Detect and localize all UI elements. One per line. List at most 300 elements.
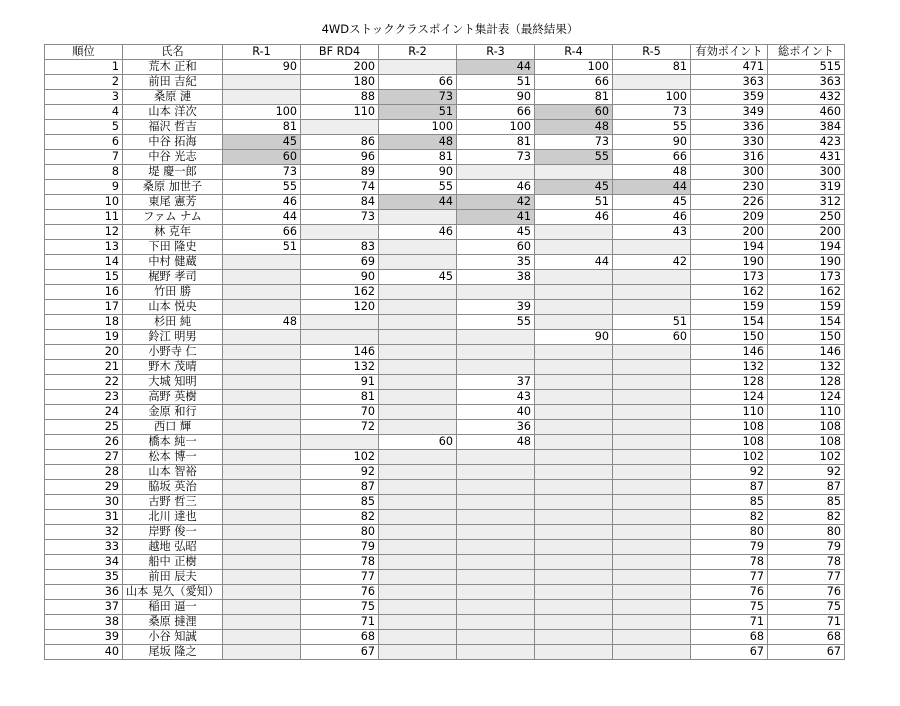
points-cell-r3 xyxy=(457,480,535,495)
points-cell-r2 xyxy=(379,645,457,660)
points-cell-r5 xyxy=(613,375,691,390)
driver-name-cell: ファム ナム xyxy=(123,210,223,225)
total-points-cell: 128 xyxy=(768,375,845,390)
points-cell-bf-rd4: 77 xyxy=(301,570,379,585)
table-row xyxy=(45,90,845,105)
driver-name-cell: 杉田 純 xyxy=(123,315,223,330)
points-cell-r3: 38 xyxy=(457,270,535,285)
points-cell-r4: 90 xyxy=(535,330,613,345)
points-cell-r3 xyxy=(457,345,535,360)
points-cell-r3: 60 xyxy=(457,240,535,255)
points-cell-bf-rd4: 110 xyxy=(301,105,379,120)
points-cell-r4 xyxy=(535,435,613,450)
table-row xyxy=(45,450,845,465)
points-cell-r4 xyxy=(535,465,613,480)
rank-cell: 29 xyxy=(45,480,123,495)
total-points-cell: 423 xyxy=(768,135,845,150)
points-cell-r3 xyxy=(457,330,535,345)
rank-cell: 13 xyxy=(45,240,123,255)
total-points-cell: 92 xyxy=(768,465,845,480)
points-cell-r2: 51 xyxy=(379,105,457,120)
points-cell-r4 xyxy=(535,495,613,510)
points-cell-bf-rd4: 86 xyxy=(301,135,379,150)
total-points-cell: 363 xyxy=(768,75,845,90)
points-cell-r4: 73 xyxy=(535,135,613,150)
points-cell-r4 xyxy=(535,570,613,585)
effective-points-cell: 82 xyxy=(691,510,768,525)
driver-name-cell: 西口 輝 xyxy=(123,420,223,435)
table-row xyxy=(45,180,845,195)
header-row xyxy=(45,45,845,60)
rank-cell: 27 xyxy=(45,450,123,465)
points-cell-r1: 45 xyxy=(223,135,301,150)
points-cell-r1: 90 xyxy=(223,60,301,75)
points-cell-r2 xyxy=(379,450,457,465)
table-row xyxy=(45,360,845,375)
driver-name-cell: 堤 慶一郎 xyxy=(123,165,223,180)
points-cell-r4 xyxy=(535,390,613,405)
total-points-cell: 173 xyxy=(768,270,845,285)
rank-cell: 6 xyxy=(45,135,123,150)
driver-name-cell: 林 克年 xyxy=(123,225,223,240)
total-points-cell: 431 xyxy=(768,150,845,165)
points-cell-r3: 73 xyxy=(457,150,535,165)
points-cell-r5 xyxy=(613,615,691,630)
effective-points-cell: 190 xyxy=(691,255,768,270)
total-points-cell: 194 xyxy=(768,240,845,255)
total-points-cell: 159 xyxy=(768,300,845,315)
driver-name-cell: 高野 英樹 xyxy=(123,390,223,405)
rank-cell: 28 xyxy=(45,465,123,480)
table-row xyxy=(45,555,845,570)
points-cell-r5 xyxy=(613,435,691,450)
points-cell-r4: 55 xyxy=(535,150,613,165)
points-cell-r5 xyxy=(613,510,691,525)
table-row xyxy=(45,330,845,345)
points-cell-r2 xyxy=(379,480,457,495)
points-cell-bf-rd4: 71 xyxy=(301,615,379,630)
effective-points-cell: 146 xyxy=(691,345,768,360)
rank-cell: 26 xyxy=(45,435,123,450)
points-cell-bf-rd4: 70 xyxy=(301,405,379,420)
points-cell-r4 xyxy=(535,225,613,240)
points-cell-r4: 51 xyxy=(535,195,613,210)
rank-cell: 39 xyxy=(45,630,123,645)
driver-name-cell: 東尾 憲芳 xyxy=(123,195,223,210)
effective-points-cell: 77 xyxy=(691,570,768,585)
total-points-cell: 71 xyxy=(768,615,845,630)
driver-name-cell: 岸野 俊一 xyxy=(123,525,223,540)
points-cell-r3: 48 xyxy=(457,435,535,450)
table-row xyxy=(45,135,845,150)
points-cell-bf-rd4: 91 xyxy=(301,375,379,390)
rank-cell: 3 xyxy=(45,90,123,105)
points-cell-r2 xyxy=(379,300,457,315)
table-row xyxy=(45,165,845,180)
total-points-cell: 82 xyxy=(768,510,845,525)
points-cell-bf-rd4: 132 xyxy=(301,360,379,375)
table-row xyxy=(45,120,845,135)
points-cell-r3: 44 xyxy=(457,60,535,75)
points-cell-r2 xyxy=(379,495,457,510)
points-cell-r5 xyxy=(613,585,691,600)
points-cell-r2 xyxy=(379,210,457,225)
points-cell-r3 xyxy=(457,570,535,585)
points-cell-r4 xyxy=(535,360,613,375)
points-cell-bf-rd4: 85 xyxy=(301,495,379,510)
driver-name-cell: 脇坂 英治 xyxy=(123,480,223,495)
header-r4: R-4 xyxy=(535,45,613,60)
points-cell-r1 xyxy=(223,540,301,555)
points-cell-bf-rd4: 82 xyxy=(301,510,379,525)
points-cell-r1 xyxy=(223,270,301,285)
points-cell-r4 xyxy=(535,540,613,555)
effective-points-cell: 85 xyxy=(691,495,768,510)
rank-cell: 20 xyxy=(45,345,123,360)
points-cell-bf-rd4: 80 xyxy=(301,525,379,540)
effective-points-cell: 132 xyxy=(691,360,768,375)
total-points-cell: 312 xyxy=(768,195,845,210)
points-cell-bf-rd4: 83 xyxy=(301,240,379,255)
points-cell-r2 xyxy=(379,330,457,345)
points-cell-r5: 66 xyxy=(613,150,691,165)
table-row xyxy=(45,435,845,450)
driver-name-cell: 稲田 逼一 xyxy=(123,600,223,615)
driver-name-cell: 橋本 純一 xyxy=(123,435,223,450)
points-cell-r2 xyxy=(379,570,457,585)
driver-name-cell: 竹田 勝 xyxy=(123,285,223,300)
total-points-cell: 124 xyxy=(768,390,845,405)
rank-cell: 11 xyxy=(45,210,123,225)
table-row xyxy=(45,315,845,330)
table-row xyxy=(45,345,845,360)
total-points-cell: 108 xyxy=(768,435,845,450)
total-points-cell: 85 xyxy=(768,495,845,510)
total-points-cell: 76 xyxy=(768,585,845,600)
points-cell-r4 xyxy=(535,585,613,600)
driver-name-cell: 前田 吉紀 xyxy=(123,75,223,90)
points-cell-r1: 48 xyxy=(223,315,301,330)
total-points-cell: 110 xyxy=(768,405,845,420)
points-cell-r5: 100 xyxy=(613,90,691,105)
driver-name-cell: 北川 達也 xyxy=(123,510,223,525)
points-cell-r3 xyxy=(457,165,535,180)
effective-points-cell: 78 xyxy=(691,555,768,570)
points-cell-r5 xyxy=(613,390,691,405)
points-cell-r5 xyxy=(613,630,691,645)
points-cell-r5 xyxy=(613,540,691,555)
points-cell-r3 xyxy=(457,510,535,525)
points-cell-r3: 37 xyxy=(457,375,535,390)
points-cell-r5 xyxy=(613,495,691,510)
points-cell-bf-rd4: 84 xyxy=(301,195,379,210)
points-cell-r1 xyxy=(223,600,301,615)
points-cell-bf-rd4: 102 xyxy=(301,450,379,465)
points-cell-r1 xyxy=(223,570,301,585)
points-cell-r4 xyxy=(535,420,613,435)
points-cell-r1 xyxy=(223,630,301,645)
effective-points-cell: 154 xyxy=(691,315,768,330)
points-cell-r4 xyxy=(535,285,613,300)
points-cell-r1 xyxy=(223,360,301,375)
effective-points-cell: 108 xyxy=(691,420,768,435)
points-cell-bf-rd4: 72 xyxy=(301,420,379,435)
points-cell-r5: 81 xyxy=(613,60,691,75)
points-cell-r3 xyxy=(457,585,535,600)
total-points-cell: 78 xyxy=(768,555,845,570)
effective-points-cell: 209 xyxy=(691,210,768,225)
points-cell-r3: 42 xyxy=(457,195,535,210)
points-cell-r1: 66 xyxy=(223,225,301,240)
points-cell-r3: 46 xyxy=(457,180,535,195)
points-cell-r3 xyxy=(457,450,535,465)
points-cell-r2: 81 xyxy=(379,150,457,165)
points-cell-bf-rd4: 162 xyxy=(301,285,379,300)
rank-cell: 40 xyxy=(45,645,123,660)
table-row xyxy=(45,585,845,600)
table-row xyxy=(45,600,845,615)
table-row xyxy=(45,495,845,510)
points-cell-bf-rd4: 120 xyxy=(301,300,379,315)
header-name: 氏名 xyxy=(123,45,223,60)
total-points-cell: 75 xyxy=(768,600,845,615)
points-cell-r4 xyxy=(535,240,613,255)
table-row xyxy=(45,645,845,660)
points-cell-r4 xyxy=(535,345,613,360)
rank-cell: 18 xyxy=(45,315,123,330)
points-cell-r1 xyxy=(223,405,301,420)
points-cell-r5 xyxy=(613,345,691,360)
table-row xyxy=(45,270,845,285)
points-cell-r3 xyxy=(457,540,535,555)
points-cell-r1: 81 xyxy=(223,120,301,135)
driver-name-cell: 松本 博一 xyxy=(123,450,223,465)
points-cell-r5: 60 xyxy=(613,330,691,345)
points-cell-r2 xyxy=(379,540,457,555)
points-cell-r5 xyxy=(613,480,691,495)
rank-cell: 14 xyxy=(45,255,123,270)
effective-points-cell: 80 xyxy=(691,525,768,540)
points-cell-r4 xyxy=(535,480,613,495)
points-cell-r5 xyxy=(613,525,691,540)
points-cell-r2: 44 xyxy=(379,195,457,210)
points-cell-r1 xyxy=(223,435,301,450)
points-cell-r2: 90 xyxy=(379,165,457,180)
rank-cell: 36 xyxy=(45,585,123,600)
points-cell-bf-rd4 xyxy=(301,435,379,450)
points-cell-r4: 81 xyxy=(535,90,613,105)
points-cell-bf-rd4: 96 xyxy=(301,150,379,165)
table-row xyxy=(45,540,845,555)
effective-points-cell: 471 xyxy=(691,60,768,75)
driver-name-cell: 福沢 哲吉 xyxy=(123,120,223,135)
table-row xyxy=(45,525,845,540)
effective-points-cell: 173 xyxy=(691,270,768,285)
points-cell-r5: 46 xyxy=(613,210,691,225)
driver-name-cell: 山本 晃久（愛知） xyxy=(123,585,223,600)
points-cell-r3 xyxy=(457,645,535,660)
points-cell-bf-rd4: 200 xyxy=(301,60,379,75)
table-row xyxy=(45,300,845,315)
points-cell-r2 xyxy=(379,555,457,570)
points-cell-r5 xyxy=(613,600,691,615)
total-points-cell: 146 xyxy=(768,345,845,360)
header-bf-rd4: BF RD4 xyxy=(301,45,379,60)
rank-cell: 17 xyxy=(45,300,123,315)
effective-points-cell: 194 xyxy=(691,240,768,255)
points-cell-r5: 73 xyxy=(613,105,691,120)
total-points-cell: 250 xyxy=(768,210,845,225)
points-cell-r4 xyxy=(535,510,613,525)
driver-name-cell: 野木 茂晴 xyxy=(123,360,223,375)
points-cell-r2: 45 xyxy=(379,270,457,285)
points-cell-r1 xyxy=(223,300,301,315)
total-points-cell: 460 xyxy=(768,105,845,120)
points-cell-r3 xyxy=(457,555,535,570)
points-cell-r1 xyxy=(223,555,301,570)
points-cell-r3: 41 xyxy=(457,210,535,225)
points-cell-r1 xyxy=(223,75,301,90)
rank-cell: 31 xyxy=(45,510,123,525)
points-cell-bf-rd4: 180 xyxy=(301,75,379,90)
points-cell-r1 xyxy=(223,330,301,345)
points-cell-r2 xyxy=(379,60,457,75)
points-cell-r4 xyxy=(535,600,613,615)
points-cell-r3: 51 xyxy=(457,75,535,90)
driver-name-cell: 小谷 知誠 xyxy=(123,630,223,645)
points-cell-r1: 60 xyxy=(223,150,301,165)
table-row xyxy=(45,210,845,225)
points-cell-r3 xyxy=(457,630,535,645)
points-cell-r1 xyxy=(223,465,301,480)
points-cell-r1 xyxy=(223,585,301,600)
driver-name-cell: 山本 悦央 xyxy=(123,300,223,315)
driver-name-cell: 小野寺 仁 xyxy=(123,345,223,360)
effective-points-cell: 363 xyxy=(691,75,768,90)
points-cell-r4: 48 xyxy=(535,120,613,135)
points-cell-r2 xyxy=(379,240,457,255)
points-cell-r2 xyxy=(379,585,457,600)
effective-points-cell: 67 xyxy=(691,645,768,660)
points-cell-r5 xyxy=(613,405,691,420)
effective-points-cell: 76 xyxy=(691,585,768,600)
table-row xyxy=(45,255,845,270)
points-cell-bf-rd4: 81 xyxy=(301,390,379,405)
points-cell-r4 xyxy=(535,270,613,285)
table-row xyxy=(45,195,845,210)
points-cell-r3: 40 xyxy=(457,405,535,420)
total-points-cell: 132 xyxy=(768,360,845,375)
points-cell-r5 xyxy=(613,570,691,585)
effective-points-cell: 68 xyxy=(691,630,768,645)
points-cell-r2 xyxy=(379,345,457,360)
rank-cell: 25 xyxy=(45,420,123,435)
total-points-cell: 515 xyxy=(768,60,845,75)
points-table xyxy=(44,44,845,660)
rank-cell: 9 xyxy=(45,180,123,195)
points-cell-r5 xyxy=(613,240,691,255)
table-row xyxy=(45,405,845,420)
points-cell-bf-rd4: 90 xyxy=(301,270,379,285)
points-cell-r2 xyxy=(379,525,457,540)
table-row xyxy=(45,375,845,390)
points-cell-r2 xyxy=(379,510,457,525)
points-cell-r1 xyxy=(223,285,301,300)
points-cell-r2 xyxy=(379,615,457,630)
effective-points-cell: 359 xyxy=(691,90,768,105)
total-points-cell: 68 xyxy=(768,630,845,645)
points-cell-r5 xyxy=(613,420,691,435)
points-cell-r2: 100 xyxy=(379,120,457,135)
points-cell-r5: 43 xyxy=(613,225,691,240)
points-cell-r1 xyxy=(223,615,301,630)
driver-name-cell: 山本 洋次 xyxy=(123,105,223,120)
driver-name-cell: 下田 隆史 xyxy=(123,240,223,255)
total-points-cell: 108 xyxy=(768,420,845,435)
table-row xyxy=(45,75,845,90)
rank-cell: 12 xyxy=(45,225,123,240)
points-cell-r5 xyxy=(613,645,691,660)
points-cell-r4: 44 xyxy=(535,255,613,270)
table-row xyxy=(45,615,845,630)
points-cell-r3: 35 xyxy=(457,255,535,270)
points-cell-r3 xyxy=(457,465,535,480)
driver-name-cell: 中谷 光志 xyxy=(123,150,223,165)
points-cell-bf-rd4: 73 xyxy=(301,210,379,225)
points-cell-r4 xyxy=(535,300,613,315)
points-cell-r5 xyxy=(613,285,691,300)
points-cell-r5 xyxy=(613,555,691,570)
points-cell-r5: 48 xyxy=(613,165,691,180)
table-row xyxy=(45,60,845,75)
points-cell-r2: 46 xyxy=(379,225,457,240)
header-total-points: 総ポイント xyxy=(768,45,845,60)
points-cell-bf-rd4: 67 xyxy=(301,645,379,660)
points-cell-r3 xyxy=(457,495,535,510)
effective-points-cell: 300 xyxy=(691,165,768,180)
rank-cell: 19 xyxy=(45,330,123,345)
driver-name-cell: 山本 智裕 xyxy=(123,465,223,480)
driver-name-cell: 越地 弘昭 xyxy=(123,540,223,555)
rank-cell: 4 xyxy=(45,105,123,120)
total-points-cell: 190 xyxy=(768,255,845,270)
table-row xyxy=(45,225,845,240)
driver-name-cell: 鈴江 明男 xyxy=(123,330,223,345)
effective-points-cell: 92 xyxy=(691,465,768,480)
points-cell-r1 xyxy=(223,345,301,360)
points-cell-r3 xyxy=(457,615,535,630)
points-cell-bf-rd4: 74 xyxy=(301,180,379,195)
points-cell-r4 xyxy=(535,375,613,390)
driver-name-cell: 中村 健蔵 xyxy=(123,255,223,270)
points-cell-r5 xyxy=(613,270,691,285)
rank-cell: 37 xyxy=(45,600,123,615)
points-cell-r5 xyxy=(613,360,691,375)
points-cell-r1 xyxy=(223,420,301,435)
points-cell-bf-rd4 xyxy=(301,330,379,345)
driver-name-cell: 中谷 拓海 xyxy=(123,135,223,150)
points-cell-r2 xyxy=(379,405,457,420)
driver-name-cell: 古野 哲三 xyxy=(123,495,223,510)
points-cell-r1 xyxy=(223,90,301,105)
points-cell-r1 xyxy=(223,255,301,270)
points-cell-bf-rd4 xyxy=(301,315,379,330)
table-row xyxy=(45,465,845,480)
points-cell-bf-rd4: 69 xyxy=(301,255,379,270)
points-cell-r2 xyxy=(379,390,457,405)
rank-cell: 23 xyxy=(45,390,123,405)
effective-points-cell: 75 xyxy=(691,600,768,615)
